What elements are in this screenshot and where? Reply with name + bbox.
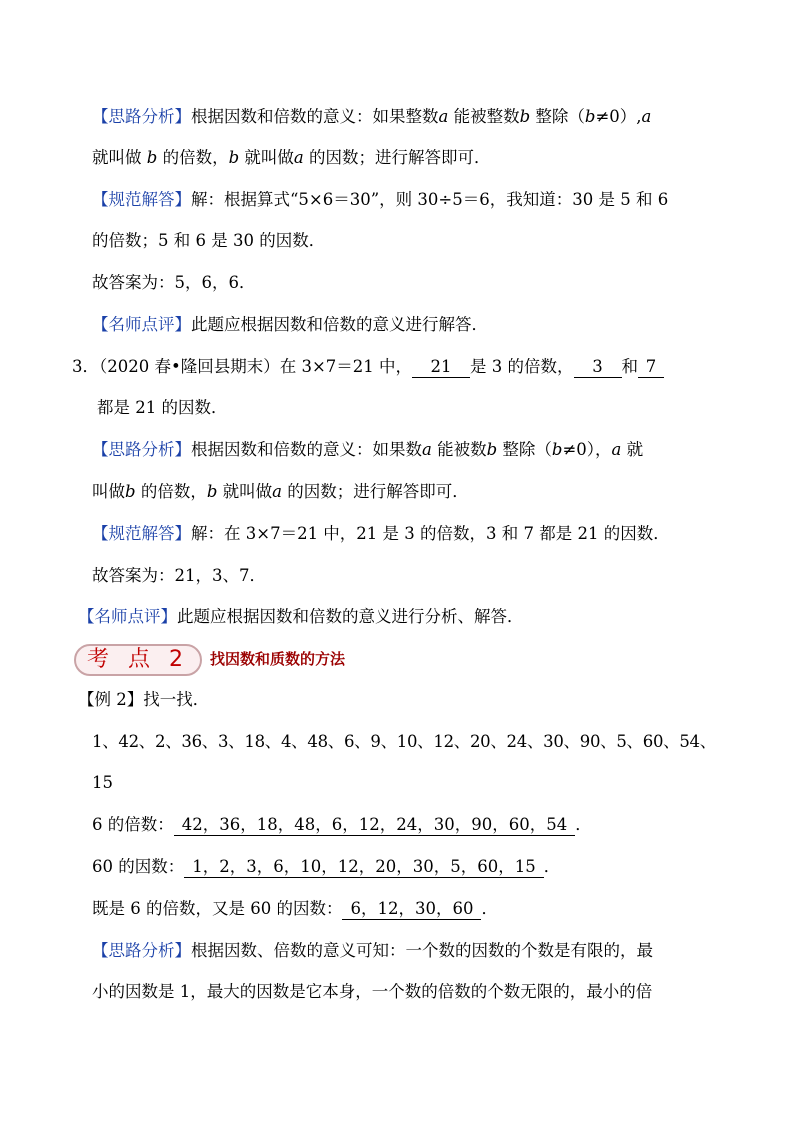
answer-line-2: 的倍数；5 和 6 是 30 的因数． bbox=[92, 231, 326, 250]
factors-answer-blank: 1，2，3，6，10，12，20，30，5，60，15 bbox=[184, 857, 543, 878]
final-answer: 故答案为：5，6，6． bbox=[92, 273, 256, 292]
kaodian-title: 找因数和质数的方法 bbox=[210, 650, 346, 668]
example-tag: 【例 2】 bbox=[78, 690, 144, 709]
analysis-tag: 【思路分析】 bbox=[92, 440, 191, 459]
q3-final-answer: 故答案为：21，3、7． bbox=[92, 566, 266, 585]
kaodian-label: 考 点 2 bbox=[87, 647, 189, 672]
q3-answer-line: 【规范解答】解：在 3×7＝21 中，21 是 3 的倍数，3 和 7 都是 21 的因数． bbox=[92, 524, 670, 543]
multiples-of-6-line: 6 的倍数： 42，36，18，48，6，12，24，30，90，60，54 ． bbox=[92, 815, 592, 834]
answer-blank-2: 3 bbox=[574, 357, 622, 378]
q3-comment-line: 【名师点评】此题应根据因数和倍数的意义进行分析、解答． bbox=[78, 607, 524, 626]
answer-tag: 【规范解答】 bbox=[92, 524, 191, 543]
comment-line: 【名师点评】此题应根据因数和倍数的意义进行解答． bbox=[92, 315, 488, 334]
number-list-line-2: 15 bbox=[92, 773, 113, 792]
q3-analysis-line-1: 【思路分析】根据因数和倍数的意义：如果数a 能被数b 整除（b≠0），a 就 bbox=[92, 440, 644, 459]
common-line: 既是 6 的倍数，又是 60 的因数： 6，12，30，60 ． bbox=[92, 899, 498, 918]
number-list-line-1: 1、42、2、36、3、18、4、48、6、9、10、12、20、24、30、90、5、60、54、 bbox=[92, 732, 716, 751]
answer-line-1: 【规范解答】解：根据算式“5×6＝30”，则 30÷5＝6，我知道：30 是 5 和 6 bbox=[92, 190, 669, 209]
common-answer-blank: 6，12，30，60 bbox=[342, 899, 481, 920]
question-number: 3． bbox=[72, 357, 99, 376]
answer-blank-3: 7 bbox=[638, 357, 664, 378]
analysis-tag: 【思路分析】 bbox=[92, 107, 191, 126]
factors-of-60-line: 60 的因数： 1，2，3，6，10，12，20，30，5，60，15 ． bbox=[92, 857, 561, 876]
kaodian-badge bbox=[74, 644, 202, 676]
q3-analysis-line-2: 叫做b 的倍数，b 就叫做a 的因数；进行解答即可． bbox=[92, 482, 469, 501]
question-3-line-1: 3．（2020 春•隆回县期末）在 3×7＝21 中， 21 是 3 的倍数， 3 和 7 bbox=[72, 356, 664, 378]
analysis-tag: 【思路分析】 bbox=[92, 941, 191, 960]
answer-tag: 【规范解答】 bbox=[92, 190, 191, 209]
example-2-heading: 【例 2】找一找． bbox=[78, 690, 210, 709]
comment-tag: 【名师点评】 bbox=[78, 607, 177, 626]
analysis-line-1: 【思路分析】根据因数和倍数的意义：如果整数a 能被整数b 整除（b≠0）,a bbox=[92, 107, 652, 126]
comment-tag: 【名师点评】 bbox=[92, 315, 191, 334]
ex2-analysis-line-2: 小的因数是 1，最大的因数是它本身，一个数的倍数的个数无限的，最小的倍 bbox=[92, 982, 653, 1001]
analysis-line-2: 就叫做 b 的倍数，b 就叫做a 的因数；进行解答即可． bbox=[92, 148, 491, 167]
multiples-answer-blank: 42，36，18，48，6，12，24，30，90，60，54 bbox=[174, 815, 575, 836]
ex2-analysis-line-1: 【思路分析】根据因数、倍数的意义可知：一个数的因数的个数是有限的，最 bbox=[92, 941, 653, 960]
question-3-line-2: 都是 21 的因数． bbox=[97, 398, 228, 417]
answer-blank-1: 21 bbox=[412, 357, 470, 378]
